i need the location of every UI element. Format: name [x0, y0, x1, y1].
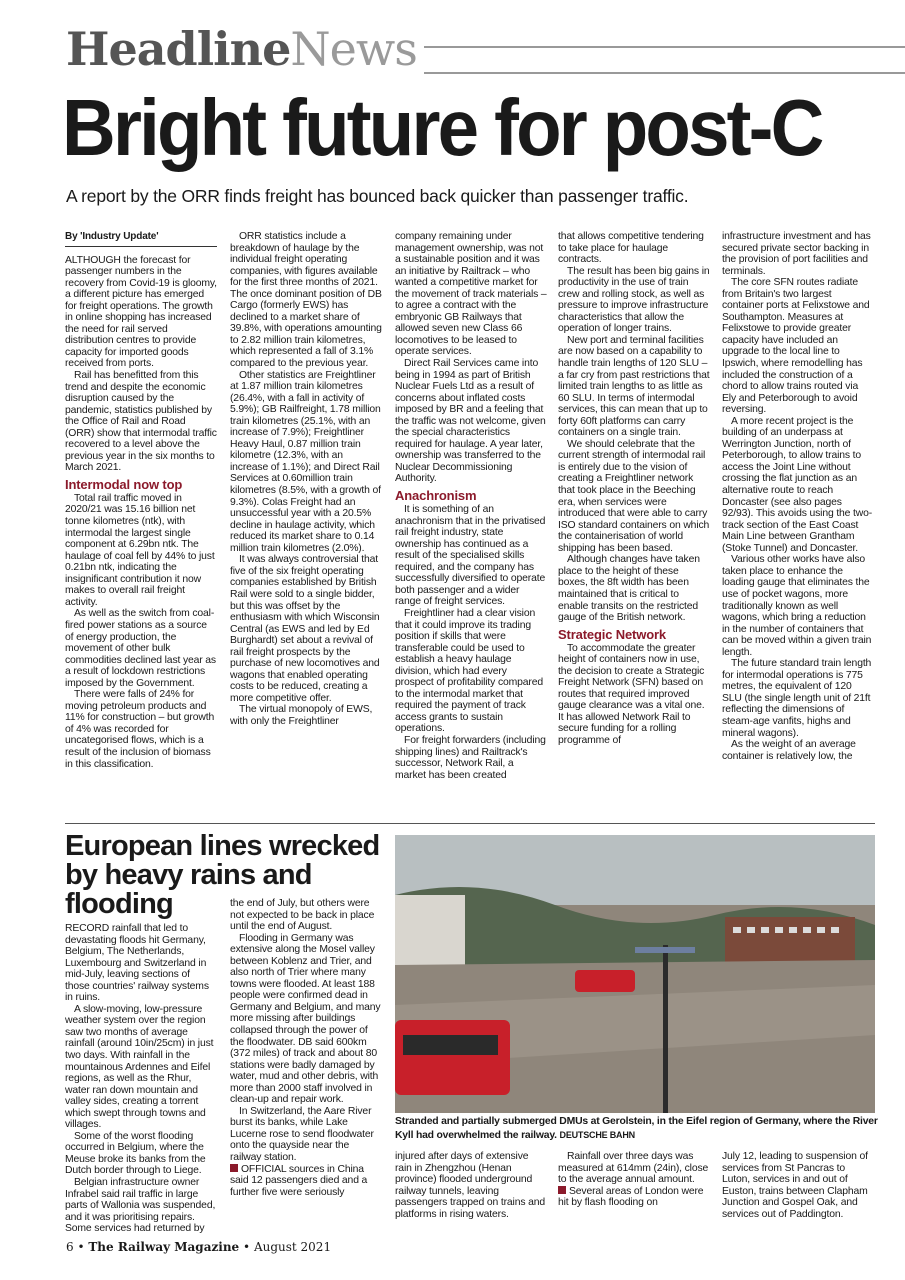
- article-column: [558, 1151, 710, 1209]
- paragraph-text: Several areas of London were hit by flash flooding on: [558, 1185, 704, 1209]
- paragraph: that allows competitive tendering to take place for haulage contracts.: [558, 231, 704, 266]
- paragraph: The future standard train length for intermodal operations is 775 metres, the equivalent of 120 SLU (the single length unit of 21ft reflecting the dimensions of steam-age vanfits, highs and mineral wagons).: [722, 658, 872, 739]
- article-column: [722, 1151, 874, 1220]
- paragraph-text: OFFICIAL sources in China said 12 passengers died and a further five were seriously: [230, 1163, 368, 1198]
- paragraph: The core SFN routes radiate from Britain's two largest container ports at Felixstowe and Southampton. Measures at Felixstowe to provide greater capacity have included an upgrade to the local line to Ipswich, where remodelling has included the construction of a chord to allow trains routed via Ely and Peterborough to avoid reversing.: [722, 277, 870, 416]
- paragraph: infrastructure investment and has secured private sector backing in the provision of port facilities and terminals.: [722, 231, 871, 277]
- paragraph: As the weight of an average container is relatively low, the: [722, 739, 856, 762]
- kicker-headline: Headline: [66, 22, 291, 76]
- paragraph: To accommodate the greater height of containers now in use, the decision to create a Strategic Freight Network (SFN) based on routes that required improved gauge clearance was a vital one. It has allowed Network Rail to secure funding for a rolling programme of: [558, 642, 705, 746]
- paragraph: [230, 1164, 382, 1199]
- subheading: Strategic Network: [558, 626, 666, 642]
- kicker-rule: [424, 72, 905, 74]
- paragraph: Total rail traffic moved in 2020/21 was 15.16 billion net tonne kilometres (ntk), with intermodal the largest single component at 6.29bn ntk. The haulage of coal fell by 44% to just 0.21bn ntk, indicating the insignificant contribution it now makes to overall rail freight activity.: [65, 492, 215, 608]
- article-column: [230, 231, 382, 728]
- paragraph: There were falls of 24% for moving petroleum products and 11% for construction – but growth of 4% was recorded for uncategorised flows, which is a result of the inclusion of biomass in this classification.: [65, 689, 215, 770]
- square-bullet-icon: [230, 1164, 238, 1172]
- paragraph: company remaining under management ownership, was not a sustainable position and it was an initiative by Railtrack – who wanted a competitive market for the movement of track materials – to agree a contract with the embryonic GB Railways that allowed seven new Class 66 locomotives to be leased to operate services.: [395, 231, 547, 358]
- article-column: [395, 231, 547, 781]
- byline: By 'Industry Update': [65, 231, 217, 247]
- issue-date: August 2021: [253, 1240, 332, 1254]
- article-headline: Bright future for post-C: [62, 83, 822, 172]
- paragraph: It is something of an anachronism that in the privatised rail freight industry, state ownership has continued as a result of the specialised skills required, and the company has successfully diversified to operate both passenger and a wider range of freight services.: [395, 504, 546, 608]
- paragraph: RECORD rainfall that led to devastating floods hit Germany, Belgium, The Netherlands, Luxembourg and Switzerland in mid-July, leaving sections of those countries' railway systems in ruins.: [65, 923, 209, 1004]
- paragraph: injured after days of extensive rain in Zhengzhou (Henan province) flooded underground railway tunnels, leaving passengers trapped on trains and platforms in rising waters.: [395, 1151, 546, 1220]
- page-number: 6: [66, 1240, 74, 1254]
- article-column: [230, 898, 382, 1198]
- paragraph: The result has been big gains in productivity in the use of train crew and rolling stock, as well as pressure to improve infrastructure characteristics that allow the operation of longer trains.: [558, 265, 710, 335]
- flood-photo-illustration: [395, 835, 875, 1113]
- paragraph: July 12, leading to suspension of services from St Pancras to Luton, services in and out of Euston, trains between Clapham Junction and Gospel Oak, and services out of Paddington.: [722, 1151, 868, 1220]
- paragraph: Rainfall over three days was measured at 614mm (24in), close to the average annual amount.: [558, 1151, 709, 1186]
- photo-credit: DEUTSCHE BAHN: [559, 1129, 635, 1140]
- subheading: Anachronism: [395, 488, 477, 504]
- paragraph: A slow-moving, low-pressure weather system over the region saw two months of average rainfall (around 10in/25cm) in just two days. With rainfall in the mountainous Ardennes and Eifel regions, as well as the Rhur, water ran down mountain and valley sides, creating a torrent which swept through towns and villages.: [65, 1003, 214, 1131]
- paragraph: ORR statistics include a breakdown of haulage by the individual freight operating companies, with figures available for the first three months of 2021. The once dominant position of DB Cargo (formerly EWS) has declined to a market share of 39.8%, with operations amounting to 2.82 million train kilometres, which represented a fall of 3.1% compared to the previous year.: [230, 231, 382, 370]
- magazine-name: The Railway Magazine: [88, 1240, 240, 1254]
- paragraph: Belgian infrastructure owner Infrabel said rail traffic in large parts of Wallonia was suspended, and it was prioritising repairs. Some services had returned by: [65, 1177, 216, 1235]
- article2-headline: European lines wrecked by heavy rains and flooding: [65, 830, 380, 920]
- paragraph: the end of July, but others were not expected to be back in place until the end of August.: [230, 898, 375, 933]
- section-divider: [65, 823, 875, 824]
- paragraph: Although changes have taken place to the height of these boxes, the 8ft width has been maintained that is critical to enable transits on the restricted gauge of the British network.: [558, 554, 700, 624]
- section-kicker: [66, 22, 417, 76]
- article-column: [558, 231, 710, 747]
- paragraph: It was always controversial that five of the six freight operating companies established by British Rail were sold to a single bidder, but this was offset by the enthusiasm with which Wisconsin Central (as EWS and led by Ed Burghardt) set about a revival of rail freight prospects by the purchase of new locomotives and wagons that enabled operating costs to be reduced, creating a more competitive offer.: [230, 554, 380, 704]
- paragraph: We should celebrate that the current strength of intermodal rail is entirely due to the vision of creating a Freightliner network that took place in the Beeching era, when services were introduced that were able to carry ISO standard containers on which the containerisation of world shipping has been based.: [558, 438, 710, 554]
- paragraph: New port and terminal facilities are now based on a capability to handle train lengths of 120 SLU – a far cry from past restrictions that limited train lengths to as little as 60 SLU. In terms of intermodal services, this can mean that up to forty 60ft platforms can carry containers on a single train.: [558, 334, 710, 439]
- subheading: Intermodal now top: [65, 476, 183, 492]
- footer-separator: •: [243, 1240, 251, 1254]
- page-footer: [66, 1240, 331, 1254]
- photo-caption: [395, 1116, 880, 1142]
- article-column: [65, 231, 217, 770]
- flood-photo: [395, 835, 875, 1113]
- paragraph: A more recent project is the building of an underpass at Werrington Junction, north of Peterborough, to allow trains to access the Joint Line without crossing the flat junction as an alternative route to reach Doncaster (see also pages 92/93). This avoids using the two-track section of the East Coast Main Line between Grantham (Stoke Tunnel) and Doncaster.: [722, 415, 873, 554]
- square-bullet-icon: [558, 1186, 566, 1194]
- paragraph: Various other works have also taken place to enhance the loading gauge that eliminates the use of pocket wagons, more traditionally known as well wagons, which bring a reduction in the number of containers that can be moved within a given train length.: [722, 554, 872, 658]
- article-column: [395, 1151, 547, 1220]
- paragraph: [558, 1186, 710, 1209]
- paragraph: Direct Rail Services came into being in 1994 as part of British Nuclear Fuels Ltd as a result of concerns about inflated costs imposed by BR and a feeling that the traffic was not welcome, given the special characteristics required for haulage. A year later, ownership was transferred to the Nuclear Decommissioning Authority.: [395, 358, 546, 485]
- footer-separator: •: [77, 1240, 85, 1254]
- article-column: [722, 231, 874, 762]
- paragraph: Flooding in Germany was extensive along the Mosel valley between Koblenz and Trier, and also north of Trier where many towns were flooded. At least 188 people were confirmed dead in Germany and Belgium, and many more missing after buildings collapsed through the power of the floodwater. DB said 600km (372 miles) of track and about 80 stations were badly damaged by water, mud and other debris, with more than 2000 staff involved in clean-up and repair work.: [230, 932, 381, 1106]
- caption-text: Stranded and partially submerged DMUs at Gerolstein, in the Eifel region of Germany, where the River Kyll had overwhelmed the railway.: [395, 1116, 878, 1141]
- article-column: [65, 923, 217, 1235]
- standfirst: A report by the ORR finds freight has bounced back quicker than passenger traffic.: [66, 186, 689, 206]
- paragraph: As well as the switch from coal-fired power stations as a source of energy production, the movement of other bulk commodities declined last year as a result of lockdown restrictions imposed by the Government.: [65, 608, 216, 689]
- kicker-rule: [424, 46, 905, 48]
- paragraph: Freightliner had a clear vision that it could improve its trading position if skills that were transferable could be used to establish a heavy haulage division, which had every prospect of profitability compared to the intermodal market that required the payment of track access grants to sustain operations.: [395, 607, 543, 735]
- paragraph: In Switzerland, the Aare River burst its banks, while Lake Lucerne rose to send floodwater onto the quayside near the railway station.: [230, 1105, 374, 1164]
- paragraph: Rail has benefitted from this trend and despite the economic disruption caused by the pandemic, statistics published by the Office of Rail and Road (ORR) show that intermodal traffic recovered to a level above the previous year in the six months to March 2021.: [65, 370, 217, 474]
- paragraph: ALTHOUGH the forecast for passenger numbers in the recovery from Covid-19 is gloomy, a different picture has emerged for freight operations. The growth in online shopping has increased the need for rail served distribution centres to provide capacity for imported goods received from ports.: [65, 254, 217, 370]
- paragraph: Other statistics are Freightliner at 1.87 million train kilometres (26.4%, with a fall in activity of 5.9%); GB Railfreight, 1.78 million train kilometres (25.1%, with an increase of 7.9%); Freightliner Heavy Haul, 0.87 million train kilometre (12.3%, with an increase of 1.1%); and Direct Rail Services at 0.60million train kilometres (8.5%, with a growth of 9.3%). Colas Freight had an unsuccessful year with a 20.5% decline in haulage activity, which reduced its market share to 0.14 million train kilometres (2.0%).: [230, 369, 381, 554]
- kicker-news: News: [290, 22, 417, 76]
- paragraph: For freight forwarders (including shipping lines) and Railtrack's successor, Network Rail, a market has been created: [395, 734, 546, 781]
- paragraph: The virtual monopoly of EWS, with only the Freightliner: [230, 704, 373, 727]
- paragraph: Some of the worst flooding occurred in Belgium, where the Meuse broke its banks from the Dutch border through to Liege.: [65, 1130, 206, 1177]
